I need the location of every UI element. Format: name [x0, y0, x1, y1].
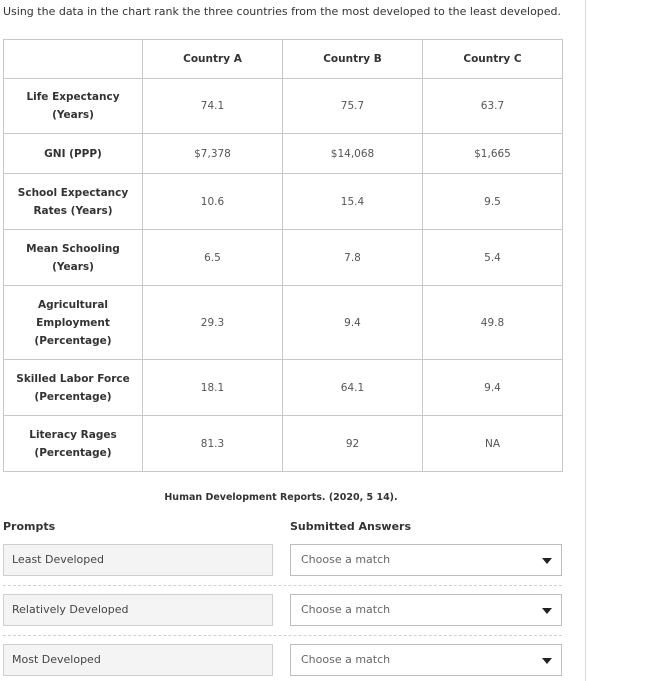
table-cell: $7,378 — [143, 134, 283, 174]
table-cell: $1,665 — [423, 134, 563, 174]
table-row-skilled-labor-force — [4, 360, 563, 416]
row-separator — [3, 635, 562, 636]
table-cell: 49.8 — [423, 286, 563, 360]
table-corner-cell — [4, 40, 143, 79]
prompt-relatively-developed: Relatively Developed — [3, 594, 273, 626]
row-label-line: (Percentage) — [34, 334, 112, 347]
row-label-line: (Percentage) — [34, 390, 112, 403]
table-row-life-expectancy — [4, 79, 563, 134]
table-cell: 7.8 — [283, 230, 423, 286]
table-header-row — [4, 40, 563, 79]
row-label — [4, 360, 143, 416]
select-placeholder: Choose a match — [301, 653, 391, 666]
table-row-gni — [4, 134, 563, 174]
table-cell: 92 — [283, 416, 423, 472]
table-row-literacy — [4, 416, 563, 472]
table-cell: 75.7 — [283, 79, 423, 134]
row-label-line: (Years) — [52, 109, 94, 121]
row-label — [4, 416, 143, 472]
table-row-agricultural-employment — [4, 286, 563, 360]
table-cell: 74.1 — [143, 79, 283, 134]
row-label — [4, 134, 143, 174]
select-placeholder: Choose a match — [301, 553, 391, 566]
table-cell: 15.4 — [283, 174, 423, 230]
table-cell: NA — [423, 416, 563, 472]
table-cell: 64.1 — [283, 360, 423, 416]
column-header-country-a: Country A — [143, 40, 283, 79]
table-row-mean-schooling — [4, 230, 563, 286]
table-row-school-expectancy — [4, 174, 563, 230]
prompt-least-developed: Least Developed — [3, 544, 273, 576]
dropdown-arrow-icon — [542, 558, 552, 564]
answer-select-least-developed[interactable] — [290, 544, 562, 576]
select-placeholder: Choose a match — [301, 603, 391, 616]
row-label-line: Mean Schooling — [26, 242, 120, 255]
table-cell: 6.5 — [143, 230, 283, 286]
table-cell: 10.6 — [143, 174, 283, 230]
column-header-country-b: Country B — [283, 40, 423, 79]
right-divider — [585, 0, 586, 681]
table-cell: $14,068 — [283, 134, 423, 174]
table-cell: 63.7 — [423, 79, 563, 134]
row-separator — [3, 585, 562, 586]
submitted-answers-header: Submitted Answers — [290, 520, 412, 533]
row-label — [4, 79, 143, 134]
prompts-header: Prompts — [3, 520, 56, 533]
row-label — [4, 174, 143, 230]
answer-select-relatively-developed[interactable] — [290, 594, 562, 626]
row-label-line: Employment — [36, 316, 110, 329]
dropdown-arrow-icon — [542, 608, 552, 614]
row-label-line: Life Expectancy — [26, 91, 120, 103]
row-label-line: (Percentage) — [34, 446, 112, 459]
row-label-line: GNI (PPP) — [44, 147, 102, 160]
row-label-line: Skilled Labor Force — [16, 372, 130, 385]
row-label-line: Agricultural — [37, 298, 109, 311]
table-cell: 9.4 — [423, 360, 563, 416]
development-data-table — [3, 39, 563, 472]
dropdown-arrow-icon — [542, 658, 552, 664]
table-cell: 29.3 — [143, 286, 283, 360]
table-cell: 9.4 — [283, 286, 423, 360]
table-cell: 81.3 — [143, 416, 283, 472]
table-cell: 18.1 — [143, 360, 283, 416]
source-citation: Human Development Reports. (2020, 5 14). — [164, 492, 398, 503]
table-cell: 9.5 — [423, 174, 563, 230]
row-label-line: School Expectancy — [17, 186, 129, 199]
prompt-most-developed: Most Developed — [3, 644, 273, 676]
row-label — [4, 230, 143, 286]
row-label-line: Literacy Rages — [29, 428, 117, 441]
table-cell: 5.4 — [423, 230, 563, 286]
row-label-line: Rates (Years) — [33, 204, 113, 217]
question-text: Using the data in the chart rank the three countries from the most developed to the least developed. — [3, 5, 562, 18]
row-label — [4, 286, 143, 360]
answer-select-most-developed[interactable] — [290, 644, 562, 676]
column-header-country-c: Country C — [423, 40, 563, 79]
row-label-line: (Years) — [52, 260, 94, 273]
